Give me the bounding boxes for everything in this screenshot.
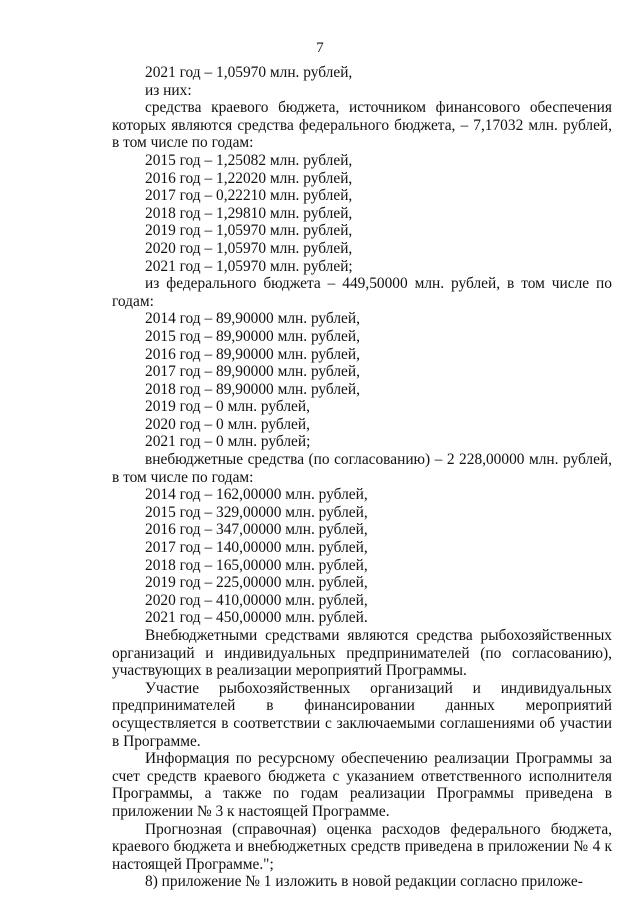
intro-of-them: из них: — [145, 81, 192, 99]
extrabudget-text: внебюджетные средства (по согласованию) – 2 228,00000 млн. рублей, в том числе по годам: — [112, 451, 612, 486]
regional-year-line: 2016 год – 1,22020 млн. рублей, — [145, 169, 353, 187]
regional-year-line: 2021 год – 1,05970 млн. рублей; — [145, 257, 353, 275]
regional-year-line: 2017 год – 0,22210 млн. рублей, — [145, 187, 353, 205]
extrabudget-year-line: 2015 год – 329,00000 млн. рублей, — [145, 503, 368, 521]
federal-year-line: 2014 год – 89,90000 млн. рублей, — [145, 310, 360, 328]
federal-year-line: 2020 год – 0 млн. рублей, — [145, 415, 310, 433]
federal-year-line: 2019 год – 0 млн. рублей, — [145, 398, 310, 416]
extrabudget-year-line: 2019 год – 225,00000 млн. рублей, — [145, 574, 368, 592]
paragraph-item-8: 8) приложение № 1 изложить в новой редакции согласно приложе- — [145, 873, 583, 891]
federal-year-line: 2015 год – 89,90000 млн. рублей, — [145, 327, 360, 345]
extrabudget-year-line: 2017 год – 140,00000 млн. рублей, — [145, 539, 368, 557]
page-number: 7 — [316, 40, 324, 56]
extrabudget-year-line: 2018 год – 165,00000 млн. рублей, — [145, 556, 368, 574]
federal-budget-text: из федерального бюджета – 449,50000 млн. рублей, в том числе по годам: — [112, 275, 612, 310]
regional-year-line: 2015 год – 1,25082 млн. рублей, — [145, 151, 353, 169]
extrabudget-year-line: 2021 год – 450,00000 млн. рублей. — [145, 609, 368, 627]
paragraph-extrabudget-definition: Внебюджетными средствами являются средства рыбохозяйственных организаций и индивидуальных предпринимателей (по согласованию), участвующих в реализации мероприятий Программы. — [112, 627, 612, 680]
extrabudget-year-line: 2016 год – 347,00000 млн. рублей, — [145, 521, 368, 539]
extrabudget-year-line: 2020 год – 410,00000 млн. рублей, — [145, 591, 368, 609]
federal-year-line: 2018 год – 89,90000 млн. рублей, — [145, 380, 360, 398]
document-body — [112, 64, 612, 891]
paragraph-participation: Участие рыбохозяйственных организаций и индивидуальных предпринимателей в финансировании данных мероприятий осуществляется в соответствии с заключаемыми соглашениями об участии в Программе. — [112, 679, 612, 750]
regional-year-line: 2020 год – 1,05970 млн. рублей, — [145, 239, 353, 257]
paragraph-resource-info: Информация по ресурсному обеспечению реализации Программы за счет средств краевого бюджета с указанием ответственного исполнителя Программы, а также по годам реализации Программы приведена в приложении № 3 к настоящей Программе. — [112, 750, 612, 820]
regional-year-line: 2018 год – 1,29810 млн. рублей, — [145, 204, 353, 222]
federal-year-line: 2017 год – 89,90000 млн. рублей, — [145, 363, 360, 381]
paragraph-forecast: Прогнозная (справочная) оценка расходов федерального бюджета, краевого бюджета и внебюджетных средств приведена в приложении № 4 к настоящей Программе."; — [112, 820, 612, 873]
extrabudget-year-line: 2014 год – 162,00000 млн. рублей, — [145, 486, 368, 504]
federal-year-line: 2021 год – 0 млн. рублей; — [145, 433, 311, 451]
regional-budget-text: средства краевого бюджета, источником финансового обеспечения которых являются средства федерального бюджета, – 7,17032 млн. рублей, в том числе по годам: — [112, 99, 612, 152]
intro-year-2021: 2021 год – 1,05970 млн. рублей, — [145, 64, 353, 81]
regional-year-line: 2019 год – 1,05970 млн. рублей, — [145, 222, 353, 240]
federal-year-line: 2016 год – 89,90000 млн. рублей, — [145, 345, 360, 363]
